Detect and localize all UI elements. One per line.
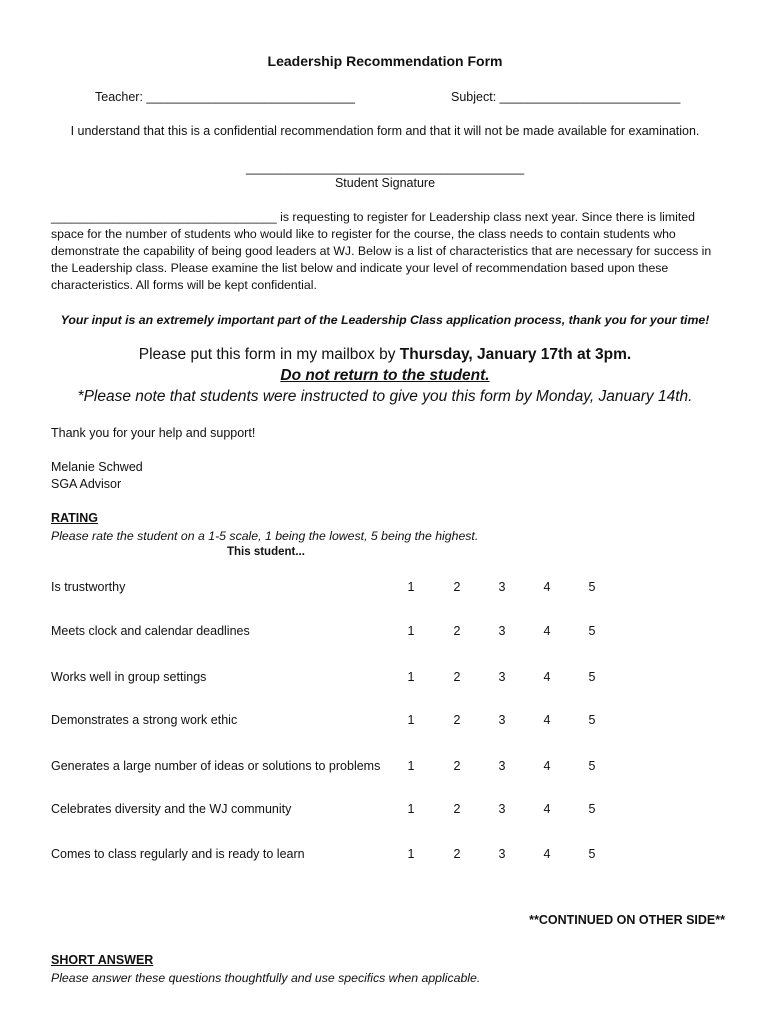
rating-option-4[interactable]: 4 [543,670,551,684]
rating-option-3[interactable]: 3 [498,713,506,727]
rating-item-label: Demonstrates a strong work ethic [51,713,238,727]
rating-item-label: Celebrates diversity and the WJ community [51,802,292,816]
rating-row [51,713,711,731]
rating-option-1[interactable]: 1 [407,802,415,816]
signature-line[interactable]: ________________________________________ [245,161,525,175]
rating-option-4[interactable]: 4 [543,759,551,773]
confidentiality-statement: I understand that this is a confidential recommendation form and that it will not be made available for examination. [70,124,700,138]
rating-row [51,847,711,865]
rating-option-5[interactable]: 5 [588,713,596,727]
rating-item-label: Is trustworthy [51,580,126,594]
advisor-name: Melanie Schwed [51,460,143,474]
rating-option-5[interactable]: 5 [588,670,596,684]
rating-heading: RATING [51,511,98,525]
rating-option-4[interactable]: 4 [543,580,551,594]
rating-option-1[interactable]: 1 [407,624,415,638]
input-statement: Your input is an extremely important part of the Leadership Class application process, thank you for your time! [60,313,710,327]
rating-option-4[interactable]: 4 [543,802,551,816]
rating-item-label: Works well in group settings [51,670,207,684]
rating-item-label: Generates a large number of ideas or solutions to problems [51,759,381,773]
rating-row [51,670,711,688]
subject-field[interactable]: Subject: __________________________ [451,90,681,104]
rating-option-1[interactable]: 1 [407,759,415,773]
rating-option-2[interactable]: 2 [453,847,461,861]
rating-option-5[interactable]: 5 [588,802,596,816]
rating-option-5[interactable]: 5 [588,759,596,773]
rating-option-4[interactable]: 4 [543,713,551,727]
mailbox-deadline: Thursday, January 17th at 3pm. [399,346,632,363]
short-answer-heading: SHORT ANSWER [51,953,154,967]
rating-option-1[interactable]: 1 [407,847,415,861]
signature-label: Student Signature [334,176,436,190]
short-answer-instruction: Please answer these questions thoughtfully and use specifics when applicable. [51,971,481,985]
rating-option-2[interactable]: 2 [453,624,461,638]
rating-row [51,624,711,642]
rating-item-label: Comes to class regularly and is ready to learn [51,847,305,861]
rating-option-3[interactable]: 3 [498,847,506,861]
rating-option-5[interactable]: 5 [588,847,596,861]
rating-option-3[interactable]: 3 [498,759,506,773]
form-title: Leadership Recommendation Form [267,53,503,69]
rating-instruction: Please rate the student on a 1-5 scale, 1 being the lowest, 5 being the highest. [51,529,479,543]
rating-option-5[interactable]: 5 [588,580,596,594]
thanks-text: Thank you for your help and support! [51,426,256,440]
mailbox-instruction [0,346,770,364]
rating-option-2[interactable]: 2 [453,759,461,773]
rating-option-1[interactable]: 1 [407,580,415,594]
please-note: *Please note that students were instructed to give you this form by Monday, January 14th. [77,388,693,405]
rating-option-2[interactable]: 2 [453,580,461,594]
rating-option-4[interactable]: 4 [543,847,551,861]
continued-notice: **CONTINUED ON OTHER SIDE** [529,913,725,927]
intro-paragraph: _________________________________ is requesting to register for Leadership class next year. Since there is limited space for the number of students who would like to register for the course, the class needs to contain students who demonstrate the capability of being good leaders at WJ. Below is a list of characteristics that are necessary for success in the Leadership class. Please examine the list below and indicate your level of recommendation based upon these characteristics. All forms will be kept confidential. [51,210,712,292]
rating-option-5[interactable]: 5 [588,624,596,638]
rating-option-1[interactable]: 1 [407,713,415,727]
rating-row [51,802,711,820]
rating-option-2[interactable]: 2 [453,713,461,727]
rating-option-1[interactable]: 1 [407,670,415,684]
rating-option-2[interactable]: 2 [453,802,461,816]
advisor-role: SGA Advisor [51,477,122,491]
rating-option-3[interactable]: 3 [498,670,506,684]
rating-row [51,759,711,777]
mailbox-prefix: Please put this form in my mailbox by [138,346,400,363]
rating-option-3[interactable]: 3 [498,580,506,594]
rating-option-4[interactable]: 4 [543,624,551,638]
do-not-return-notice: Do not return to the student. [280,367,490,384]
rating-option-3[interactable]: 3 [498,802,506,816]
rating-row [51,580,711,598]
rating-option-2[interactable]: 2 [453,670,461,684]
rating-option-3[interactable]: 3 [498,624,506,638]
rating-item-label: Meets clock and calendar deadlines [51,624,250,638]
this-student-label: This student... [227,546,305,558]
teacher-field[interactable]: Teacher: ______________________________ [95,90,355,104]
